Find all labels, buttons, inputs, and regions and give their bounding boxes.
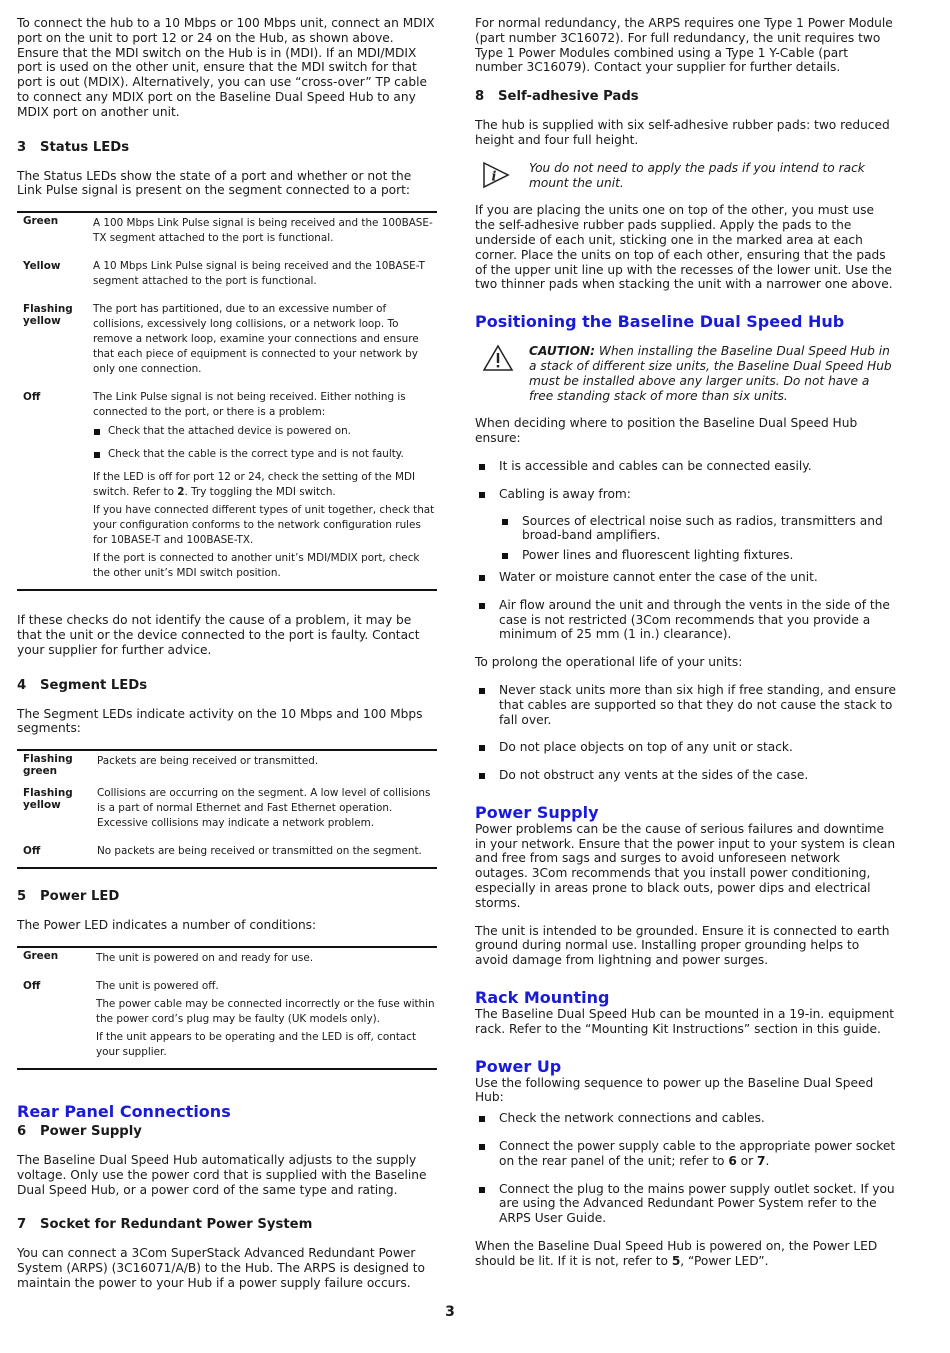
- list-item: Check the network connections and cables.: [475, 1111, 896, 1126]
- table-row: Flashing yellow Collisions are occurring on the segment. A low level of collisions is a part of normal Ethernet and Fast Ethernet operation. Excessive collisions may indicate a network problem.: [23, 787, 431, 830]
- power-up-heading: Power Up: [475, 1056, 562, 1076]
- page-number: 3: [445, 1304, 455, 1320]
- list-item: Check that the attached device is powered on.: [93, 424, 437, 439]
- positioning-list-2: [475, 570, 896, 642]
- table-row: Green The unit is powered on and ready for use.: [23, 949, 314, 964]
- rear-panel-heading: Rear Panel Connections: [17, 1101, 231, 1121]
- table-row: Yellow A 10 Mbps Link Pulse signal is being received and the 10BASE-T segment attached to the port is functional.: [23, 260, 425, 288]
- segment-intro: The Segment LEDs indicate activity on the 10 Mbps and 100 Mbps segments:: [17, 706, 423, 736]
- status-after: If these checks do not identify the cause of a problem, it may be that the unit or the device connected to the port is faulty. Contact your supplier for further advice.: [17, 613, 420, 657]
- positioning-heading: Positioning the Baseline Dual Speed Hub: [475, 312, 845, 332]
- power-led-table: [17, 946, 437, 1070]
- pads-intro: The hub is supplied with six self-adhesive rubber pads: two reduced height and four full height.: [475, 118, 890, 147]
- section-heading: 8 Self-adhesive Pads: [475, 89, 639, 105]
- table-row: Off The Link Pulse signal is not being received. Either nothing is connected to the port, or there is a problem: Check that the attached device is powered on. Check that the cable is the correct type and is not faulty. If the LED is off for port 12 or 24, check the setting of the MDI switch. Refer to 2. Try toggling the MDI switch. If you have connected different types of unit together, check that your configuration conforms to the network configuration rules for 10BASE-T and 100BASE-TX. If the port is connected to another unit’s MDI/MDIX port, check the other unit’s MDI switch position.: [17, 387, 437, 590]
- warning-icon: [482, 344, 514, 376]
- list-item: Cabling is away from:: [475, 487, 896, 502]
- pads-body: If you are placing the units one on top of the other, you must use the self-adhesive rubber pads supplied. Apply the pads to the underside of each unit, sticking one in the marked area at each corner. Place the units on top of each other, ensuring that the pads of the upper unit line up with the recesses of the lower unit. Use the two thinner pads when stacking the unit with a narrower one above.: [475, 203, 893, 292]
- rps-text: You can connect a 3Com SuperStack Advanced Redundant Power System (ARPS) (3C16071/A/B) to the Hub. The ARPS is designed to maintain the power to your Hub if a power supply failure occurs.: [17, 1246, 425, 1290]
- section-heading: 3 Status LEDs: [17, 139, 130, 155]
- table-row: Off The unit is powered off. The power cable may be connected incorrectly or the fuse within the power cord’s plug may be faulty (UK models only). If the unit appears to be operating and the LED is off, contact your supplier.: [23, 979, 435, 1058]
- info-icon: [482, 161, 510, 193]
- status-led-table: [17, 211, 437, 591]
- table-row: Off No packets are being received or transmitted on the segment.: [23, 845, 422, 858]
- list-item: It is accessible and cables can be connected easily.: [475, 459, 896, 474]
- list-item: Connect the plug to the mains power supply outlet socket. If you are using the Advanced Redundant Power System refer to the ARPS User Guide.: [475, 1182, 896, 1226]
- power-up-list: [475, 1111, 896, 1226]
- section-heading: 7 Socket for Redundant Power System: [17, 1217, 313, 1233]
- cabling-sublist: [475, 514, 896, 563]
- list-item: Air flow around the unit and through the vents in the side of the case is not restricted (3Com recommends that you provide a minimum of 25 mm (1 in.) clearance).: [475, 598, 896, 642]
- positioning-intro: When deciding where to position the Baseline Dual Speed Hub ensure:: [475, 416, 858, 446]
- svg-text:i: i: [491, 169, 497, 185]
- caution-note: CAUTION: When installing the Baseline Dual Speed Hub in a stack of different size units, the Baseline Dual Speed Hub must be installed above any larger units. Do not have a free standing stack of more than six units.: [475, 344, 896, 403]
- table-row: Flashing green Packets are being received or transmitted.: [23, 753, 319, 777]
- power-supply-heading: Power Supply: [475, 802, 599, 822]
- power-up-end: When the Baseline Dual Speed Hub is powered on, the Power LED should be lit. If it is not, refer to 5, “Power LED”.: [475, 1239, 878, 1268]
- list-item: Never stack units more than six high if free standing, and ensure that cables are supported so that they do not cause the stack to fall over.: [475, 683, 896, 727]
- rps-continued: For normal redundancy, the ARPS requires one Type 1 Power Module (part number 3C16072). For full redundancy, the unit requires two Type 1 Power Modules combined using a Type 1 Y-Cable (part number 3C16079). Contact your supplier for further details.: [475, 16, 893, 75]
- left-column: [17, 16, 437, 1291]
- rack-mounting-text: The Baseline Dual Speed Hub can be mounted in a 19-in. equipment rack. Refer to the “Mounting Kit Instructions” section in this guide.: [475, 1007, 895, 1036]
- right-column: [475, 16, 896, 1269]
- list-item: Water or moisture cannot enter the case of the unit.: [475, 570, 896, 585]
- list-item: Power lines and fluorescent lighting fixtures.: [498, 548, 896, 563]
- section-heading: 6 Power Supply: [17, 1123, 142, 1139]
- prolong-intro: To prolong the operational life of your units:: [475, 655, 743, 670]
- power-supply-text: The Baseline Dual Speed Hub automatically adjusts to the supply voltage. Only use the power cord that is supplied with the Baseline Dual Speed Hub, or a power cord of the same type and rating.: [17, 1152, 427, 1197]
- section-heading: 4 Segment LEDs: [17, 677, 148, 693]
- list-item: Do not obstruct any vents at the sides of the case.: [475, 768, 896, 783]
- table-row: Green A 100 Mbps Link Pulse signal is being received and the 100BASE-TX segment attached to the port is functional.: [23, 215, 433, 245]
- section-heading: 5 Power LED: [17, 889, 120, 905]
- list-item: Check that the cable is the correct type and is not faulty.: [93, 447, 437, 462]
- power-supply-p2: The unit is intended to be grounded. Ensure it is connected to earth ground during normal use. Installing proper grounding helps to avoid damage from lightning and power surges.: [475, 923, 890, 968]
- intro-paragraph: To connect the hub to a 10 Mbps or 100 Mbps unit, connect an MDIX port on the unit to port 12 or 24 on the Hub, as shown above. Ensure that the MDI switch on the Hub is in (MDI). If an MDI/MDIX port is used on the other unit, ensure that the MDI switch for that port is out (MDIX). Alternatively, you can use “cross-over” TP cable to connect any MDIX port on the Baseline Dual Speed Hub to any MDIX port on another unit.: [17, 16, 435, 119]
- list-item: Do not place objects on top of any unit or stack.: [475, 740, 896, 755]
- positioning-list: [475, 459, 896, 502]
- table-row: Flashing yellow The port has partitioned, due to an excessive number of collisions, excessively long collisions, or a network loop. To remove a network loop, examine your connections and ensure that each piece of equipment is connected to your network by only one connection.: [23, 303, 419, 376]
- power-up-intro: Use the following sequence to power up the Baseline Dual Speed Hub:: [475, 1075, 874, 1105]
- power-led-intro: The Power LED indicates a number of conditions:: [17, 918, 317, 933]
- segment-led-table: [17, 749, 437, 869]
- power-supply-p1: Power problems can be the cause of serious failures and downtime in your network. Ensure that the power input to your system is clean and free from sags and surges to avoid unforeseen network outages. 3Com recommends that you install power conditioning, especially in areas prone to black outs, power dips and electrical storms.: [475, 821, 896, 910]
- info-note: i You do not need to apply the pads if you intend to rack mount the unit.: [475, 161, 896, 191]
- status-intro: The Status LEDs show the state of a port and whether or not the Link Pulse signal is present on the segment connected to a port:: [17, 168, 412, 198]
- list-item: Sources of electrical noise such as radios, transmitters and broad-band amplifiers.: [498, 514, 896, 544]
- rack-mounting-heading: Rack Mounting: [475, 988, 610, 1008]
- list-item: Connect the power supply cable to the appropriate power socket on the rear panel of the unit; refer to 6 or 7.: [475, 1139, 896, 1169]
- prolong-list: [475, 683, 896, 783]
